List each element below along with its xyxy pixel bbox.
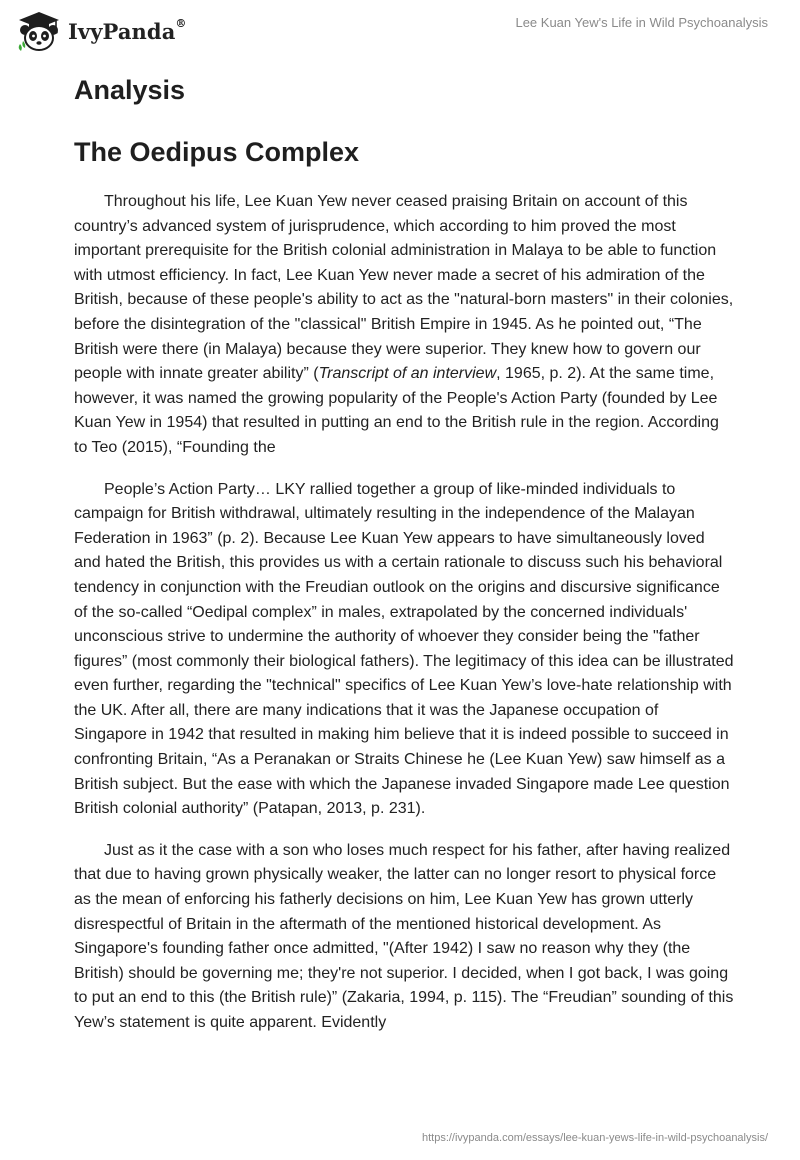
- heading-analysis: Analysis: [74, 75, 186, 105]
- paragraph-3: Just as it the case with a son who loses much respect for his father, after having realized that due to having grown physically weaker, the latter can no longer resort to physical force as the mean of enforcing his fatherly decisions on him, Lee Kuan Yew has grown utterly disrespectful of Britain in the aftermath of the mentioned historical development. As Singapore's founding father once admitted, "(After 1942) I saw no reason why they (the British) should be governing me; they're not superior. I decided, when I got back, I was going to put an end to this (the British rule)” (Zakaria, 1994, p. 115). The “Freudian” sounding of this Yew’s statement is quite apparent. Evidently: [74, 841, 734, 1031]
- brand-logo[interactable]: [16, 10, 187, 52]
- paragraph-2: People’s Action Party… LKY rallied together a group of like-minded individuals to campaign for British withdrawal, ultimately resulting in the independence of the Malayan Federation in 1963” (p. 2). Because Lee Kuan Yew appears to have simultaneously loved and hated the British, this provides us with a certain rationale to discuss such his behavioral tendency in conjunction with the Freudian outlook on the origins and discursive significance of the so-called “Oedipal complex” in males, extrapolated by the concerned individuals' unconscious strive to undermine the authority of whoever they consider being the "father figures” (most commonly their biological fathers). The legitimacy of this idea can be illustrated even further, regarding the "technical" specifics of Lee Kuan Yew’s love-hate relationship with the UK. After all, there are many indications that it was the Japanese occupation of Singapore in 1942 that resulted in making him believe that it is indeed possible to succeed in confronting Britain, “As a Peranakan or Straits Chinese he (Lee Kuan Yew) saw himself as a British subject. But the ease with which the Japanese invaded Singapore made Lee question British colonial authority” (Patapan, 2013, p. 231).: [74, 480, 734, 818]
- paragraph-1-text-a: Throughout his life, Lee Kuan Yew never ceased praising Britain on account of this country’s advanced system of jurisprudence, which according to him proved the most important prerequisite for the British colonial administration in Malaya to be able to function with utmost efficiency. In fact, Lee Kuan Yew never made a secret of his admiration of the British, because of these people's ability to act as the "natural-born masters" in their colonies, before the disintegration of the "classical" British Empire in 1945. As he pointed out, “The British were there (in Malaya) because they were superior. They knew how to govern our people with innate greater ability” (: [74, 193, 734, 383]
- panda-graduate-icon: [16, 10, 62, 52]
- registered-mark: ®: [175, 16, 187, 30]
- heading-oedipus-complex: The Oedipus Complex: [74, 137, 360, 167]
- article-body: [74, 68, 734, 1053]
- source-url-link[interactable]: https://ivypanda.com/essays/lee-kuan-yews-life-in-wild-psychoanalysis/: [421, 1132, 768, 1144]
- paragraph-1-text-b: , 1965, p. 2). At the same time, however, it was named the growing popularity of the People's Action Party (founded by Lee Kuan Yew in 1954) that resulted in putting an end to the British rule in the region. According to Teo (2015), “Founding the: [74, 365, 719, 456]
- document-title: Lee Kuan Yew's Life in Wild Psychoanalysis: [515, 15, 768, 30]
- paragraph-1-citation-title: Transcript of an interview: [318, 365, 497, 383]
- page-header: [0, 0, 800, 64]
- brand-name: IvyPanda®: [68, 16, 187, 44]
- paragraph-1: [74, 190, 734, 461]
